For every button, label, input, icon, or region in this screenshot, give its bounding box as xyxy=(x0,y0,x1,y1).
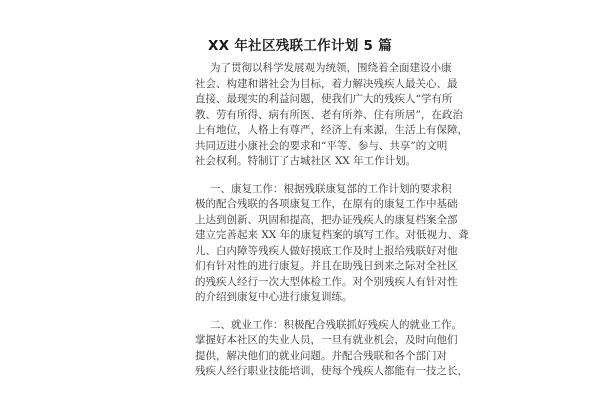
section1-line: 的残疾人经行一次大型体检工作。对个别残疾人有针对性 xyxy=(195,275,458,288)
section1-line: 的介绍到康复中心进行康复训练。 xyxy=(195,291,353,303)
section2-line: 二、就业工作：积极配合残联抓好残疾人的就业工作。 xyxy=(210,318,462,331)
section1-line: 建立完善起来 XX 年的康复档案的填写工作。对低视力、聋 xyxy=(195,229,469,241)
document-title: XX 年社区残联工作计划 5 篇 xyxy=(207,38,393,54)
section2-line: 残疾人经行职业技能培训，使每个残疾人都能有一技之长， xyxy=(195,365,468,377)
intro-line: 教、劳有所得、病有所医、老有所养、住有所居”，在政治 xyxy=(195,108,463,121)
intro-line: 社会、构建和谐社会为目标，着力解决残疾人最关心、最 xyxy=(195,77,458,90)
section2-line: 掌握好本社区的失业人员，一旦有就业机会，及时向他们 xyxy=(195,334,458,346)
intro-line: 共同迈进小康社会的要求和“平等、参与、共享”的文明 xyxy=(195,139,448,152)
intro-line: 为了贯彻以科学发展观为统领，围绕着全面建设小康 xyxy=(210,62,452,74)
section2-line: 提供，解决他们的就业问题。并配合残联和各个部门对 xyxy=(195,349,447,362)
section1-line: 儿、白内障等残疾人做好摸底工作及时上报给残联好对他 xyxy=(195,244,458,257)
section1-line: 极的配合残联的各项康复工作，在原有的康复工作中基础 xyxy=(195,198,458,210)
section1-line: 们有针对性的进行康复。并且在助残日到来之际对全社区 xyxy=(195,260,458,272)
intro-line: 上有地位，人格上有尊严，经济上有来源，生活上有保障， xyxy=(195,124,468,136)
section1-line: 上达到创新、巩固和提高，把办证残疾人的康复档案全部 xyxy=(195,213,458,226)
intro-line: 直接、最现实的利益问题，使我们广大的残疾人“学有所 xyxy=(195,93,453,105)
intro-line: 社会权利。特制订了古城社区 XX 年工作计划。 xyxy=(195,155,417,167)
section1-line: 一、康复工作：根据残联康复部的工作计划的要求积 xyxy=(210,182,452,195)
